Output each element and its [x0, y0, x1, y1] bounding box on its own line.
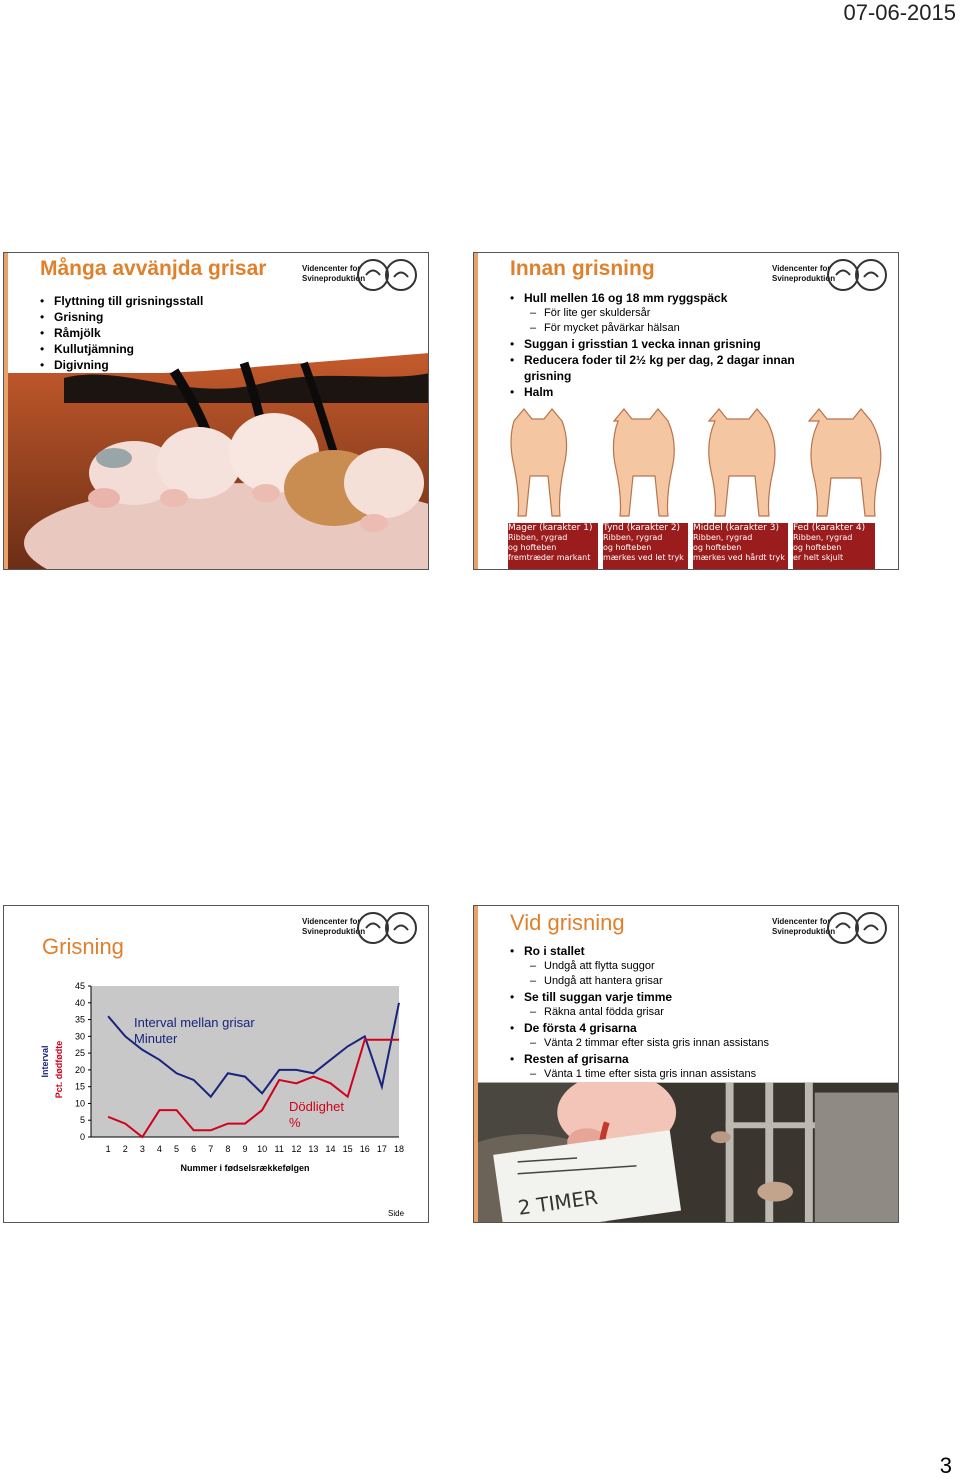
y-tick-label: 40: [74, 997, 85, 1008]
logo-text: Videncenter for Svineproduktion: [772, 917, 836, 936]
bullet-item: • Digivning: [40, 357, 203, 373]
caption-line: Ribben, rygrad: [603, 533, 663, 542]
sub-bullet-item: – Räkna antal födda grisar: [510, 1005, 769, 1020]
bullet-item: • De första 4 grisarna: [510, 1020, 769, 1036]
sub-bullet-item: – För lite ger skuldersår: [510, 306, 795, 321]
x-tick-label: 1: [105, 1144, 111, 1154]
caption-head: Fed (karakter 4): [793, 523, 866, 533]
condition-caption-4: [793, 523, 875, 569]
bullet-list: [510, 290, 795, 400]
y-tick-label: 0: [79, 1132, 85, 1142]
bullet-item: • Grisning: [40, 309, 203, 325]
caption-line: og hofteben: [603, 543, 652, 552]
interval-mortality-chart: [4, 906, 429, 1223]
bullet-item: • Hull mellen 16 og 18 mm ryggspäck: [510, 290, 795, 306]
y-tick-label: 45: [74, 981, 85, 991]
sub-bullet-item: – Undgå att hantera grisar: [510, 974, 769, 989]
caption-line: og hofteben: [508, 543, 557, 552]
bullet-item: • Se till suggan varje timme: [510, 989, 769, 1005]
bullet-item: • Ro i stallet: [510, 943, 769, 959]
slide-title: Vid grisning: [510, 910, 625, 935]
series-label-mortality: Dödlighet: [289, 1099, 344, 1114]
x-tick-label: 7: [208, 1144, 214, 1154]
logo-text: Videncenter for Svineproduktion: [302, 264, 366, 283]
x-tick-label: 2: [122, 1144, 128, 1154]
caption-line: er helt skjult: [793, 553, 844, 562]
caption-line: Ribben, rygrad: [508, 533, 568, 542]
logo: [772, 908, 890, 950]
y-tick-label: 20: [74, 1064, 85, 1075]
caption-head: Tynd (karakter 2): [603, 523, 681, 533]
y-axis-label-interval: Interval: [40, 1045, 50, 1078]
x-tick-label: 16: [359, 1144, 370, 1154]
bullet-item: • Resten af grisarna: [510, 1051, 769, 1067]
y-tick-label: 15: [74, 1081, 85, 1092]
x-tick-label: 17: [376, 1144, 387, 1154]
x-axis-label: Nummer i fødselsrækkefølgen: [180, 1163, 310, 1173]
page-date: 07-06-2015: [843, 0, 956, 25]
x-tick-label: 3: [139, 1144, 145, 1154]
page-number: 3: [939, 1453, 952, 1478]
y-tick-label: 25: [74, 1048, 85, 1059]
photo-note-text: 2 TIMER: [516, 1185, 600, 1220]
slide-2: [473, 252, 899, 570]
caption-line: og hofteben: [693, 543, 742, 552]
sub-bullet-item: – Vänta 1 time efter sista gris innan assistans: [510, 1067, 769, 1082]
condition-caption-3: [693, 523, 788, 569]
x-tick-label: 4: [156, 1144, 162, 1154]
x-tick-label: 12: [291, 1144, 302, 1154]
caption-head: Middel (karakter 3): [693, 523, 779, 533]
farrowing-photo: [478, 1082, 899, 1223]
caption-head: Mager (karakter 1): [508, 523, 593, 533]
sub-bullet-item: – Vänta 2 timmar efter sista gris innan assistans: [510, 1036, 769, 1051]
bullet-item: • Flyttning till grisningsstall: [40, 293, 203, 309]
caption-line: mærkes ved hårdt tryk: [693, 553, 785, 562]
slide-3: [3, 905, 429, 1223]
logo-text: Videncenter for Svineproduktion: [302, 917, 366, 936]
sub-bullet-item: – För mycket påvärkar hälsan: [510, 321, 795, 336]
x-tick-label: 11: [274, 1144, 284, 1154]
x-tick-label: 14: [325, 1144, 336, 1154]
logo-seal-icon: [826, 255, 888, 295]
bullet-item: • Reducera foder til 2½ kg per dag, 2 dagar innan grisning: [510, 352, 795, 384]
slide-footer: Side: [388, 1209, 405, 1218]
bullet-item: • Halm: [510, 384, 795, 400]
plot-area: [91, 986, 399, 1137]
slide-4: [473, 905, 899, 1223]
series-label-percent: %: [289, 1115, 301, 1130]
y-tick-label: 5: [79, 1115, 85, 1126]
y-axis-label-mortality: Pct. dødfødte: [54, 1040, 64, 1099]
x-tick-label: 15: [342, 1144, 353, 1154]
caption-line: Ribben, rygrad: [693, 533, 753, 542]
caption-line: mærkes ved let tryk: [603, 553, 684, 562]
x-tick-label: 8: [225, 1144, 231, 1154]
series-label-interval: Interval mellan grisar: [134, 1015, 255, 1030]
caption-line: Ribben, rygrad: [793, 533, 853, 542]
bullet-item: • Kullutjämning: [40, 341, 203, 357]
x-tick-label: 6: [191, 1144, 197, 1154]
x-tick-label: 13: [308, 1144, 319, 1154]
bullet-item: • Suggan i grisstian 1 vecka innan grisning: [510, 336, 795, 352]
caption-line: fremtræder markant: [508, 553, 591, 562]
x-tick-label: 10: [257, 1144, 268, 1154]
sub-bullet-item: – Undgå att flytta suggor: [510, 959, 769, 974]
bullet-item: • Råmjölk: [40, 325, 203, 341]
y-tick-label: 10: [74, 1098, 85, 1109]
logo-text: Videncenter for Svineproduktion: [772, 264, 836, 283]
x-tick-label: 9: [242, 1144, 248, 1154]
slide-title: Grisning: [42, 934, 124, 959]
series-label-minutes: Minuter: [134, 1031, 178, 1046]
slide-title: Många avvänjda grisar: [40, 257, 267, 280]
y-tick-label: 30: [74, 1031, 85, 1042]
y-tick-label: 35: [74, 1014, 85, 1025]
condition-caption-2: [603, 523, 688, 569]
piglets-photo: [4, 253, 429, 570]
bullet-list: [510, 943, 769, 1082]
caption-line: og hofteben: [793, 543, 842, 552]
slide-title: Innan grisning: [510, 257, 655, 280]
slide-1: [3, 252, 429, 570]
logo-seal-icon: [826, 908, 888, 948]
x-tick-label: 18: [393, 1144, 405, 1154]
condition-caption-1: [508, 523, 598, 569]
x-tick-label: 5: [174, 1144, 180, 1154]
